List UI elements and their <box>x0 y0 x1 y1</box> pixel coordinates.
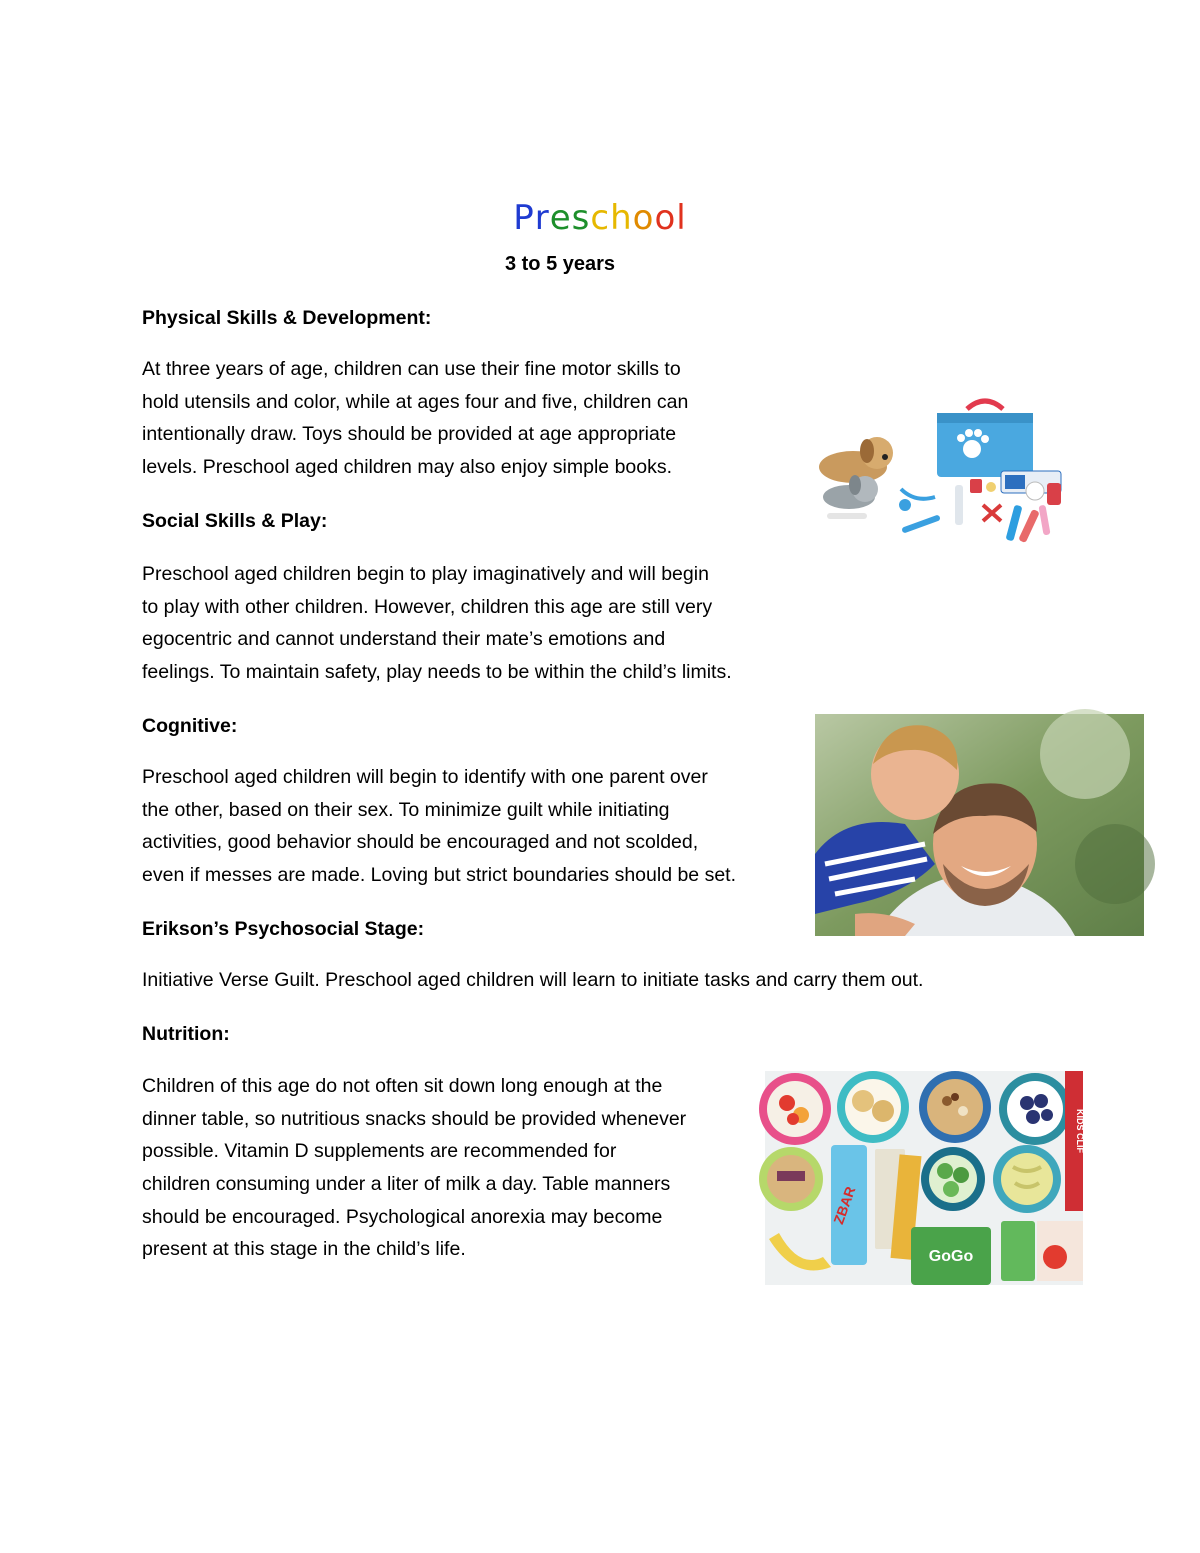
pouch-brand-label: GoGo <box>928 1248 974 1265</box>
cognitive-heading: Cognitive: <box>142 715 238 737</box>
title-letter: h <box>610 198 633 238</box>
text-line: children consuming under a liter of milk a day. Table manners <box>142 1173 671 1196</box>
snacks-image <box>765 1071 1083 1285</box>
text-line: even if messes are made. Loving but strict boundaries should be set. <box>142 864 736 887</box>
title-letter: e <box>549 198 572 238</box>
text-line: Preschool aged children will begin to identify with one parent over <box>142 766 708 788</box>
social-skills-heading: Social Skills & Play: <box>142 510 328 532</box>
title-letter: c <box>590 198 611 238</box>
text-line: egocentric and cannot understand their mate’s emotions and <box>142 628 666 651</box>
text-line: At three years of age, children can use their fine motor skills to <box>142 358 681 380</box>
title-letter: l <box>676 198 687 238</box>
social-skills-paragraph <box>142 558 732 689</box>
father-and-child-image <box>815 714 1144 936</box>
title-letter: r <box>534 198 550 238</box>
age-range-subtitle: 3 to 5 years <box>504 253 616 275</box>
text-line: Preschool aged children begin to play imaginatively and will begin <box>142 563 709 585</box>
text-line: to play with other children. However, children this age are still very <box>142 595 713 618</box>
physical-skills-paragraph <box>142 353 688 484</box>
text-line: feelings. To maintain safety, play needs to be within the child’s limits. <box>142 661 732 684</box>
bar-brand-label: ZBAR <box>830 1184 859 1227</box>
text-line: levels. Preschool aged children may also enjoy simple books. <box>142 456 673 479</box>
side-package-label: KIDS CLIF <box>1075 1109 1085 1153</box>
erikson-heading: Erikson’s Psychosocial Stage: <box>142 918 425 940</box>
text-line: possible. Vitamin D supplements are recommended for <box>142 1140 617 1163</box>
page-title <box>0 196 1200 240</box>
title-letter: s <box>571 198 591 238</box>
nutrition-heading: Nutrition: <box>142 1023 230 1045</box>
text-line: Initiative Verse Guilt. Preschool aged children will learn to initiate tasks and carry them out. <box>142 969 924 991</box>
text-line: present at this stage in the child’s life. <box>142 1238 466 1261</box>
text-line: Children of this age do not often sit down long enough at the <box>142 1075 663 1097</box>
text-line: activities, good behavior should be encouraged and not scolded, <box>142 831 699 854</box>
nutrition-paragraph <box>142 1070 686 1266</box>
text-line: intentionally draw. Toys should be provided at age appropriate <box>142 423 677 446</box>
title-letter: o <box>632 198 655 238</box>
title-letter: P <box>513 198 535 238</box>
text-line: should be encouraged. Psychological anorexia may become <box>142 1205 663 1228</box>
text-line: the other, based on their sex. To minimize guilt while initiating <box>142 798 670 821</box>
toy-vet-kit-image <box>805 393 1083 551</box>
text-line: dinner table, so nutritious snacks should be provided whenever <box>142 1107 687 1130</box>
erikson-paragraph <box>142 964 923 997</box>
text-line: hold utensils and color, while at ages four and five, children can <box>142 390 689 413</box>
title-letter: o <box>654 198 677 238</box>
cognitive-paragraph <box>142 761 736 892</box>
physical-skills-heading: Physical Skills & Development: <box>142 307 432 329</box>
